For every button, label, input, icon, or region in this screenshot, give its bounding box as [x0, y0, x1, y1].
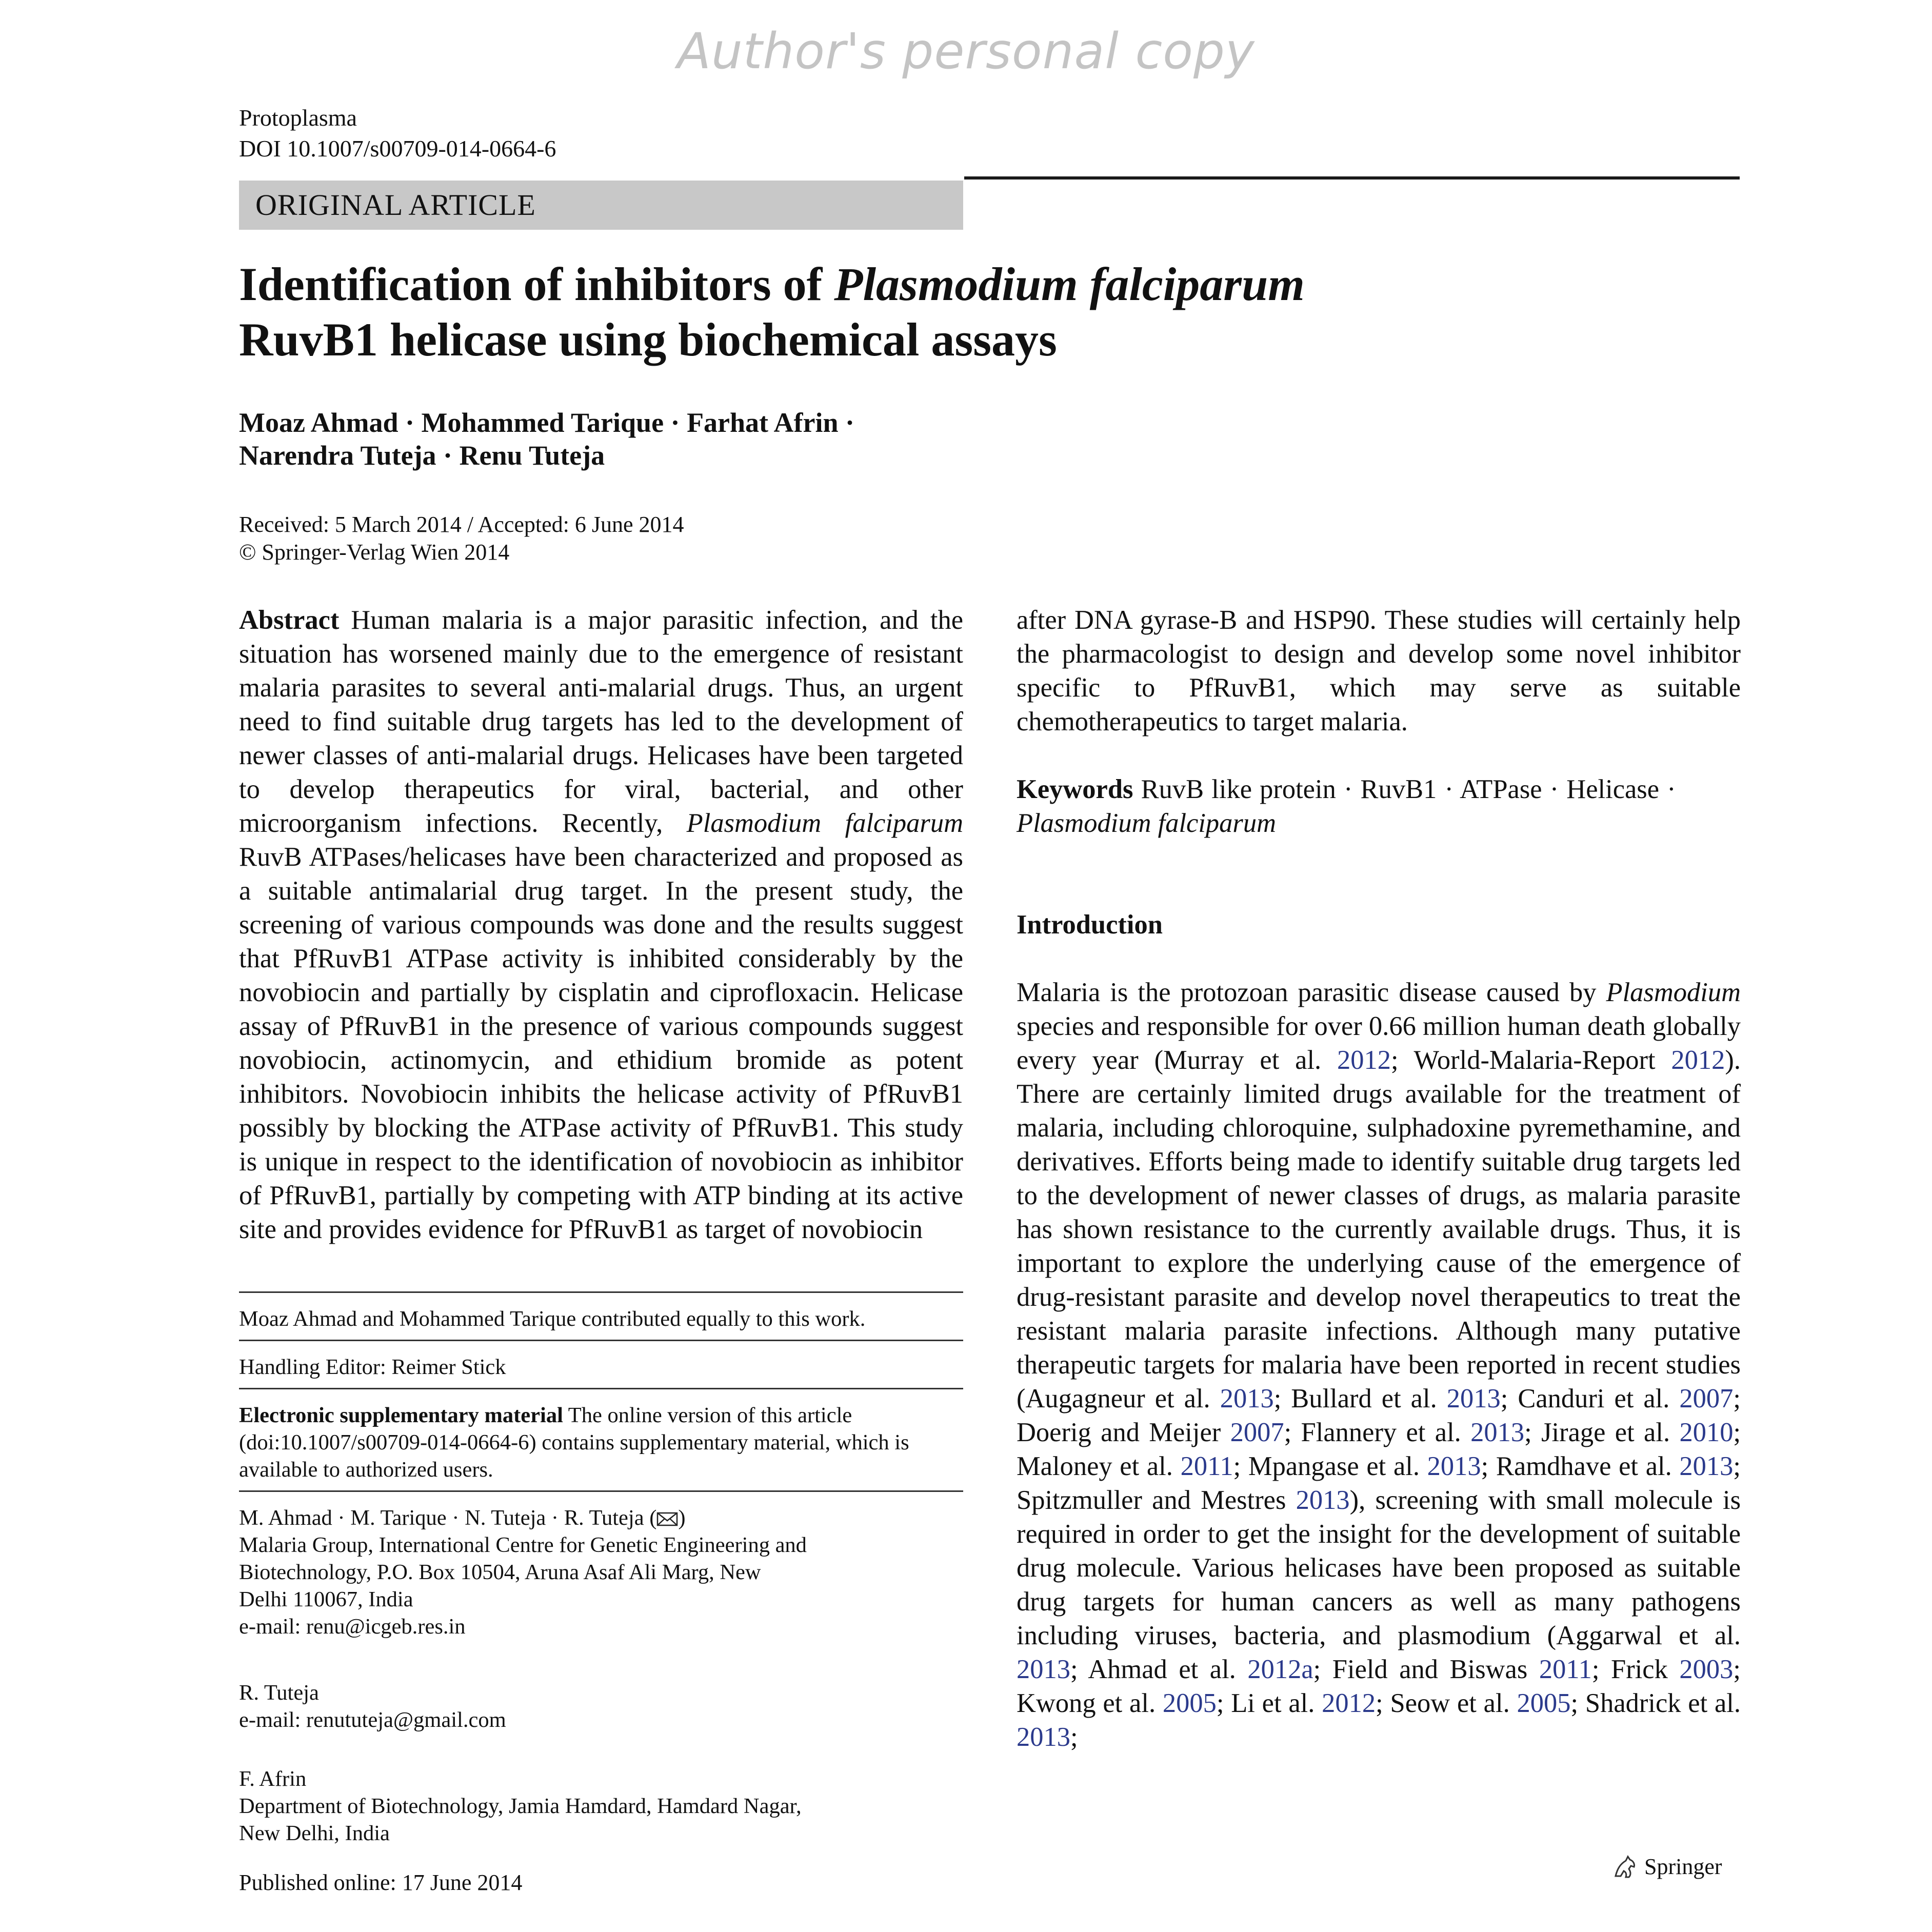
citation-year[interactable]: 2013 — [1296, 1485, 1350, 1515]
authors-line1: Moaz Ahmad · Mohammed Tarique · Farhat Afrin · — [239, 407, 855, 438]
citation-year[interactable]: 2007 — [1230, 1418, 1284, 1447]
citation-year[interactable]: 2012 — [1671, 1045, 1725, 1075]
title-line1-prefix: Identification of inhibitors of — [239, 258, 834, 310]
citation-year[interactable]: 2013 — [1427, 1451, 1481, 1481]
right-column — [1017, 603, 1741, 1754]
intro-text: ; World-Malaria-Report — [1391, 1045, 1671, 1075]
citation-year[interactable]: 2011 — [1539, 1655, 1592, 1684]
intro-text: ; — [1070, 1722, 1078, 1752]
abstract-text-1: Human malaria is a major parasitic infection, and the situation has worsened mainly due to the emergence of resistant malaria parasites to several anti-malarial drugs. Thus, an urgent need to find suitable drug targets has led to the development of newer classes of anti-malarial drugs. Helicases have been targeted to develop therapeutics for viral, bacterial, and other microorganism infections. Recently, — [239, 605, 963, 838]
received-accepted: Received: 5 March 2014 / Accepted: 6 June 2014 — [239, 512, 684, 537]
watermark: Author's personal copy — [677, 23, 1255, 80]
citation-year[interactable]: 2007 — [1679, 1384, 1734, 1413]
citation-year[interactable]: 2005 — [1517, 1688, 1571, 1718]
author-list — [239, 406, 1008, 472]
affiliation-1-names-end: ) — [678, 1506, 686, 1530]
footnote-handling-editor: Handling Editor: Reimer Stick — [239, 1340, 963, 1388]
published-online: Published online: 17 June 2014 — [239, 1870, 523, 1895]
affiliation-3-line: New Delhi, India — [239, 1821, 390, 1845]
affiliation-3-line: Department of Biotechnology, Jamia Hamdard, Hamdard Nagar, — [239, 1794, 802, 1818]
footnote-equal-contribution: Moaz Ahmad and Mohammed Tarique contributed equally to this work. — [239, 1291, 963, 1340]
citation-year[interactable]: 2010 — [1679, 1418, 1734, 1447]
abstract-text-2: RuvB ATPases/helicases have been characterized and proposed as a suitable antimalarial drug target. In the present study, the screening of various compounds was done and the results suggest that PfRuvB1 ATPase activity is inhibited considerably by the novobiocin and partially by cisplatin and ciprofloxacin. Helicase assay of PfRuvB1 in the presence of various compounds suggest novobiocin, actinomycin, and ethidium bromide as potent inhibitors. Novobiocin inhibits the helicase activity of PfRuvB1 possibly by blocking the ATPase activity of PfRuvB1. This study is unique in respect to the identification of novobiocin as inhibitor of PfRuvB1, partially by competing with ATP binding at its active site and provides evidence for PfRuvB1 as target of novobiocin — [239, 842, 963, 1244]
citation-year[interactable]: 2012a — [1247, 1655, 1313, 1684]
intro-text: ; Field and Biswas — [1313, 1655, 1539, 1684]
abstract-species: Plasmodium falciparum — [686, 808, 964, 838]
citation-year[interactable]: 2013 — [1679, 1451, 1734, 1481]
citation-year[interactable]: 2013 — [1220, 1384, 1274, 1413]
intro-text: ; Canduri et al. — [1500, 1384, 1680, 1413]
title-species: Plasmodium falciparum — [834, 258, 1305, 310]
affiliation-1 — [239, 1490, 963, 1647]
citation-year[interactable]: 2012 — [1322, 1688, 1376, 1718]
affiliation-2-email: e-mail: renututeja@gmail.com — [239, 1708, 506, 1732]
intro-text: ; Ahmad et al. — [1070, 1655, 1248, 1684]
introduction-text — [1017, 975, 1741, 1754]
citation-year[interactable]: 2013 — [1017, 1655, 1070, 1684]
abstract-continuation: after DNA gyrase-B and HSP90. These studies will certainly help the pharmacologist to design and develop some novel inhibitor specific to PfRuvB1, which may serve as suitable chemotherapeutics to target malaria. — [1017, 605, 1741, 736]
footnotes — [239, 1291, 963, 1847]
intro-text: ), screening with small molecule is required in order to get the insight for the development of suitable drug molecule. Various helicases have been proposed as suitable drug targets for human cancers as well as many pathogens including viruses, bacteria, and plasmodium (Aggarwal et al. — [1017, 1485, 1741, 1650]
intro-text: ; Maloney et al. — [1017, 1418, 1741, 1481]
esm-text: The online version of this article (doi:10.1007/s00709-014-0664-6) contains supplementary material, which is available to authorized users. — [239, 1403, 909, 1482]
keywords — [1017, 772, 1741, 840]
article-type-label: ORIGINAL ARTICLE — [255, 188, 536, 222]
affiliation-3 — [239, 1758, 963, 1847]
publisher-logo — [1610, 1853, 1722, 1881]
journal-name: Protoplasma — [239, 105, 357, 131]
keywords-heading: Keywords — [1017, 774, 1133, 804]
abstract-column-left — [239, 603, 963, 1246]
title-line2: RuvB1 helicase using biochemical assays — [239, 313, 1057, 366]
journal-header — [239, 103, 556, 164]
affiliation-1-line: Biotechnology, P.O. Box 10504, Aruna Asaf Ali Marg, New — [239, 1560, 761, 1584]
citation-year[interactable]: 2012 — [1337, 1045, 1391, 1075]
intro-text: ; Shadrick et al. — [1570, 1688, 1741, 1718]
citation-year[interactable]: 2005 — [1162, 1688, 1217, 1718]
intro-text: ; Seow et al. — [1376, 1688, 1517, 1718]
intro-text: ; Frick — [1591, 1655, 1680, 1684]
journal-doi: DOI 10.1007/s00709-014-0664-6 — [239, 135, 556, 162]
affiliation-3-name: F. Afrin — [239, 1767, 307, 1791]
intro-text: ; Ramdhave et al. — [1481, 1451, 1680, 1481]
citation-year[interactable]: 2013 — [1017, 1722, 1070, 1752]
intro-text: ; Li et al. — [1216, 1688, 1322, 1718]
intro-text: ; Kwong et al. — [1017, 1655, 1741, 1718]
abstract-paragraph — [239, 603, 963, 1246]
keywords-terms: RuvB like protein · RuvB1 · ATPase · Helicase · — [1133, 774, 1676, 804]
citation-year[interactable]: 2003 — [1679, 1655, 1734, 1684]
header-rule — [964, 176, 1740, 180]
authors-line2: Narendra Tuteja · Renu Tuteja — [239, 440, 605, 471]
copyright: © Springer-Verlag Wien 2014 — [239, 540, 510, 565]
intro-text: species and responsible for over 0.66 million human death globally every year (Murray et al. — [1017, 1011, 1741, 1075]
springer-horse-icon — [1610, 1853, 1639, 1881]
article-title — [239, 256, 1726, 367]
keywords-species: Plasmodium falciparum — [1017, 808, 1277, 838]
affiliation-1-line: Malaria Group, International Centre for Genetic Engineering and — [239, 1533, 807, 1557]
affiliation-1-email: e-mail: renu@icgeb.res.in — [239, 1615, 466, 1639]
envelope-icon — [656, 1511, 678, 1527]
intro-text: ). There are certainly limited drugs available for the treatment of malaria, including chloroquine, sulphadoxine pyremethamine, and derivatives. Efforts being made to identify suitable drug targets led to the development of newer classes of drugs, as malaria parasite has shown resistance to the currently available drugs. Thus, it is important to explore the underlying cause of the emergence of drug-resistant parasite and develop novel therapeutics to treat the resistant malaria parasite infections. Although many putative therapeutic targets for malaria have been reported in recent studies (Augagneur et al. — [1017, 1045, 1741, 1413]
footnote-esm — [239, 1388, 963, 1490]
intro-text: ; Bullard et al. — [1273, 1384, 1447, 1413]
citation-year[interactable]: 2013 — [1470, 1418, 1525, 1447]
introduction-heading: Introduction — [1017, 910, 1163, 940]
article-dates — [239, 511, 684, 566]
affiliation-1-names-text: M. Ahmad · M. Tarique · N. Tuteja · R. Tuteja ( — [239, 1506, 657, 1530]
esm-heading: Electronic supplementary material — [239, 1403, 563, 1427]
intro-text: ; Mpangase et al. — [1233, 1451, 1427, 1481]
intro-text: ; Flannery et al. — [1284, 1418, 1471, 1447]
intro-species: Plasmodium — [1606, 978, 1741, 1007]
citation-year[interactable]: 2013 — [1446, 1384, 1501, 1413]
article-type-band — [239, 181, 963, 230]
publisher-name: Springer — [1644, 1854, 1722, 1879]
abstract-heading: Abstract — [239, 605, 340, 635]
affiliation-2 — [239, 1672, 963, 1734]
intro-text: ; Spitzmuller and Mestres — [1017, 1451, 1741, 1515]
affiliation-1-names — [239, 1504, 963, 1531]
intro-text: ; Doerig and Meijer — [1017, 1384, 1741, 1447]
affiliation-1-line: Delhi 110067, India — [239, 1587, 413, 1611]
intro-text: ; Jirage et al. — [1524, 1418, 1680, 1447]
intro-text: Malaria is the protozoan parasitic disease caused by — [1017, 978, 1606, 1007]
citation-year[interactable]: 2011 — [1180, 1451, 1233, 1481]
affiliation-2-name: R. Tuteja — [239, 1681, 319, 1705]
